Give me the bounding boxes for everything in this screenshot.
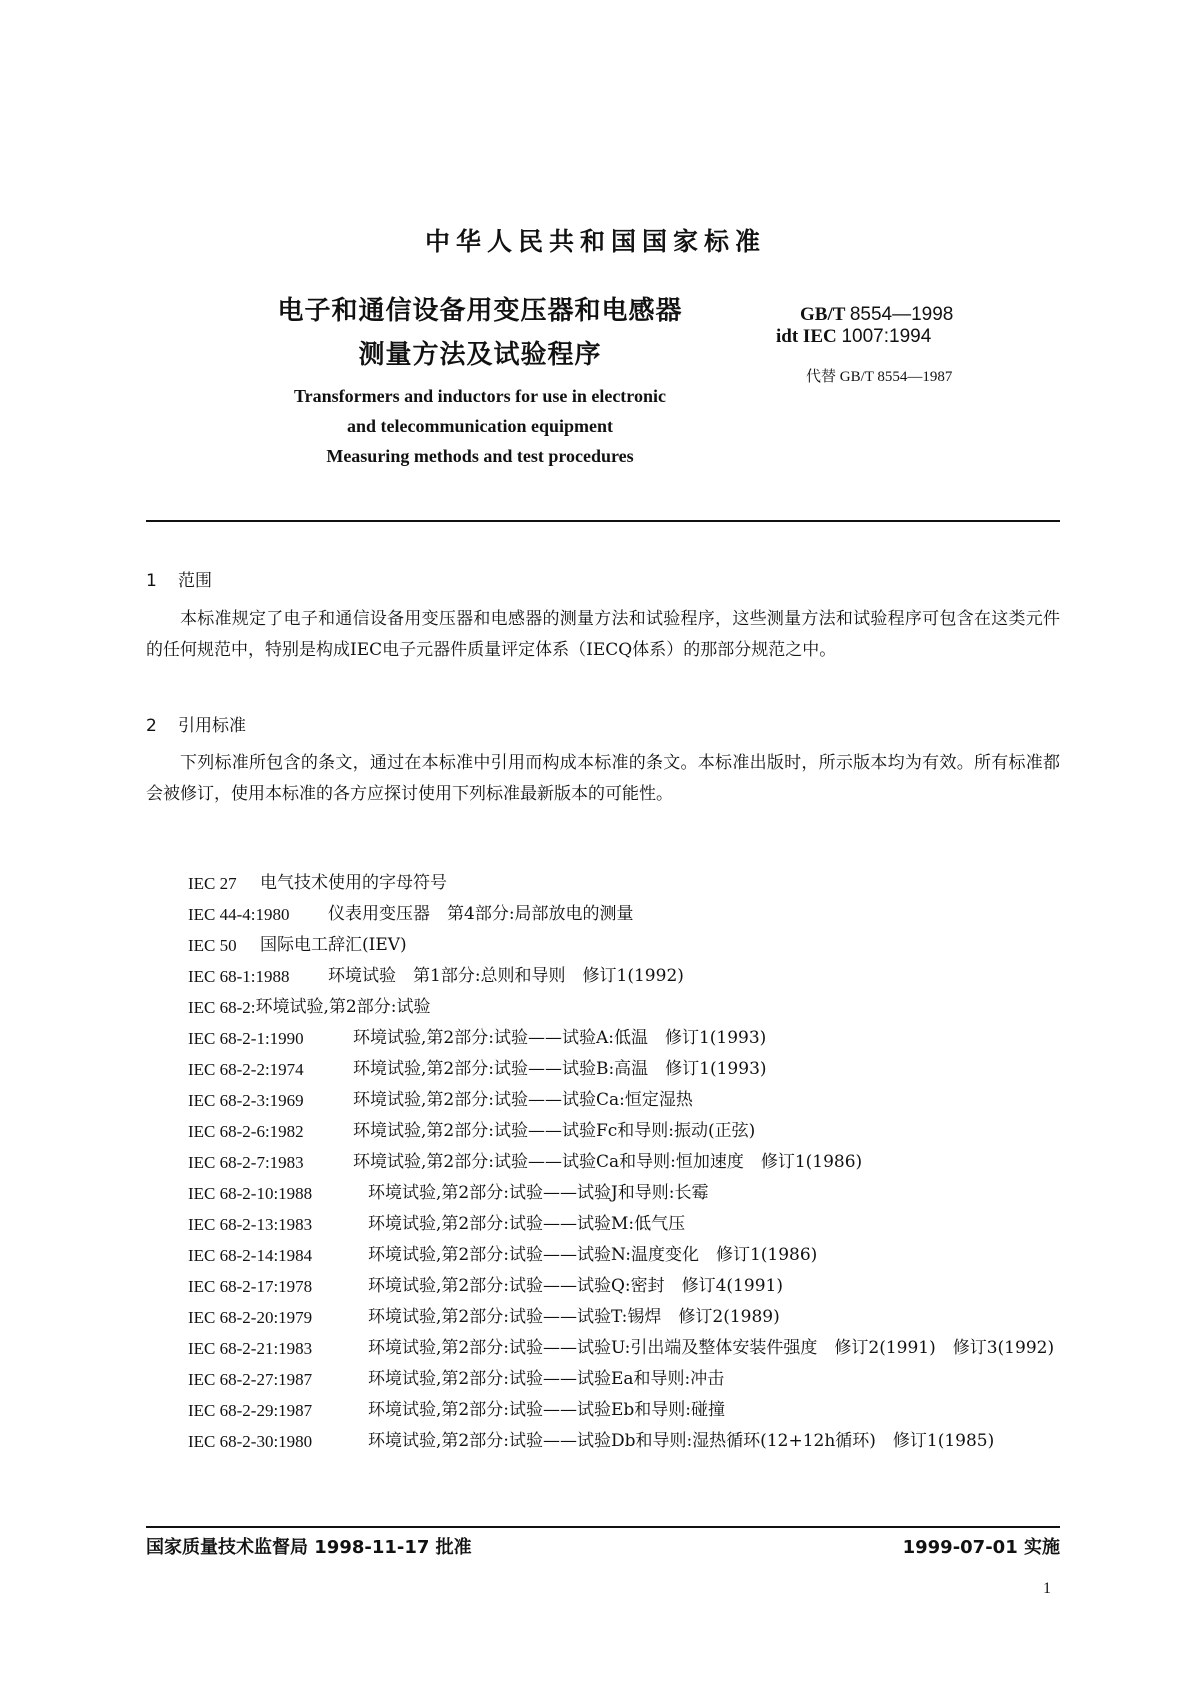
reference-code: IEC 68-2-21:1983 [188, 1339, 313, 1358]
reference-title: 环境试验,第2部分:试验——试验B:高温 修订1(1993) [353, 1059, 767, 1079]
reference-item [188, 1333, 1060, 1364]
reference-code: IEC 68-2-29:1987 [188, 1401, 313, 1420]
reference-item [188, 961, 1060, 992]
reference-item [188, 1426, 1060, 1457]
section-1-heading [146, 566, 212, 591]
reference-title: 环境试验,第2部分:试验 [255, 997, 431, 1017]
section-2-title: 引用标准 [178, 716, 246, 736]
reference-code: IEC 68-2-6:1982 [188, 1122, 304, 1141]
header-divider [146, 520, 1060, 522]
standard-name: 中华人民共和国国家标准 [424, 227, 766, 256]
reference-item [188, 1116, 1060, 1147]
reference-title: 环境试验,第2部分:试验——试验Eb和导则:碰撞 [368, 1400, 725, 1420]
page-number: 1 [1043, 1580, 1051, 1597]
reference-code: IEC 68-2-2:1974 [188, 1060, 304, 1079]
idt-code [776, 326, 931, 348]
title-en-line2: and telecommunication equipment [346, 416, 613, 436]
reference-code: IEC 68-2-14:1984 [188, 1246, 313, 1265]
reference-code: IEC 27 [188, 874, 237, 893]
reference-title: 国际电工辞汇(IEV) [260, 935, 407, 955]
reference-item [188, 1085, 1060, 1116]
reference-title: 环境试验,第2部分:试验——试验J和导则:长霉 [368, 1183, 709, 1203]
reference-item [188, 992, 1060, 1023]
idt-code-number: 1007:1994 [841, 326, 932, 347]
reference-code: IEC 68-2-3:1969 [188, 1091, 304, 1110]
reference-item [188, 1054, 1060, 1085]
reference-item [188, 1240, 1060, 1271]
reference-item [188, 930, 1060, 961]
approval-date: 国家质量技术监督局 1998-11-17 批准 [146, 1537, 472, 1558]
reference-item [188, 1302, 1060, 1333]
reference-item [188, 1271, 1060, 1302]
idt-code-prefix: idt IEC [776, 326, 837, 347]
reference-code: IEC 44-4:1980 [188, 905, 290, 924]
reference-code: IEC 68-2-30:1980 [188, 1432, 313, 1451]
reference-code: IEC 68-1:1988 [188, 967, 290, 986]
section-1-number: 1 [146, 571, 157, 591]
reference-code: IEC 68-2-27:1987 [188, 1370, 313, 1389]
title-cn-line1: 电子和通信设备用变压器和电感器 [277, 296, 683, 326]
reference-title: 环境试验,第2部分:试验——试验Ca和导则:恒加速度 修订1(1986) [353, 1152, 863, 1172]
reference-item [188, 868, 1060, 899]
reference-code: IEC 68-2-1:1990 [188, 1029, 304, 1048]
reference-item [188, 1023, 1060, 1054]
standard-code [800, 304, 953, 326]
section-1-body: 本标准规定了电子和通信设备用变压器和电感器的测量方法和试验程序，这些测量方法和试验程序可包含在这类元件的任何规范中，特别是构成IEC电子元器件质量评定体系（IECQ体系）的那部分规范之中。 [146, 609, 1060, 660]
reference-title: 环境试验,第2部分:试验——试验Fc和导则:振动(正弦) [353, 1121, 756, 1141]
reference-code: IEC 68-2-10:1988 [188, 1184, 313, 1203]
standard-code-number: 8554—1998 [849, 304, 954, 325]
reference-title: 环境试验,第2部分:试验——试验A:低温 修订1(1993) [353, 1028, 767, 1048]
reference-title: 环境试验,第2部分:试验——试验Ca:恒定湿热 [353, 1090, 693, 1110]
reference-title: 环境试验,第2部分:试验——试验M:低气压 [368, 1214, 686, 1234]
section-2-heading [146, 711, 246, 736]
reference-title: 环境试验,第2部分:试验——试验U:引出端及整体安装件强度 修订2(1991) 修订3(1992) [368, 1338, 1055, 1358]
reference-code: IEC 68-2-7:1983 [188, 1153, 304, 1172]
reference-title: 环境试验 第1部分:总则和导则 修订1(1992) [328, 966, 684, 986]
reference-item [188, 1178, 1060, 1209]
title-cn-line2: 测量方法及试验程序 [358, 340, 602, 370]
reference-title: 环境试验,第2部分:试验——试验Db和导则:湿热循环(12+12h循环) 修订1(1985) [368, 1431, 995, 1451]
standard-code-prefix: GB/T [800, 304, 846, 325]
reference-list [188, 868, 1060, 1457]
reference-code: IEC 68-2-13:1983 [188, 1215, 313, 1234]
reference-title: 电气技术使用的字母符号 [260, 873, 447, 893]
replaces-note: 代替 GB/T 8554—1987 [806, 369, 953, 385]
title-en-line1: Transformers and inductors for use in electronic [294, 386, 666, 406]
effective-date: 1999-07-01 实施 [902, 1537, 1060, 1558]
section-2-body: 下列标准所包含的条文，通过在本标准中引用而构成本标准的条文。本标准出版时，所示版本均为有效。所有标准都会被修订，使用本标准的各方应探讨使用下列标准最新版本的可能性。 [146, 753, 1060, 804]
reference-title: 环境试验,第2部分:试验——试验N:温度变化 修订1(1986) [368, 1245, 818, 1265]
reference-title: 环境试验,第2部分:试验——试验Ea和导则:冲击 [368, 1369, 725, 1389]
reference-title: 环境试验,第2部分:试验——试验T:锡焊 修订2(1989) [368, 1307, 780, 1327]
reference-item [188, 899, 1060, 930]
reference-code: IEC 68-2-20:1979 [188, 1308, 313, 1327]
reference-code: IEC 50 [188, 936, 237, 955]
reference-item [188, 1395, 1060, 1426]
reference-title: 环境试验,第2部分:试验——试验Q:密封 修订4(1991) [368, 1276, 783, 1296]
reference-title: 仪表用变压器 第4部分:局部放电的测量 [328, 904, 634, 924]
reference-code: IEC 68-2: [188, 998, 256, 1017]
reference-code: IEC 68-2-17:1978 [188, 1277, 313, 1296]
reference-item [188, 1147, 1060, 1178]
reference-item [188, 1209, 1060, 1240]
title-en-line3: Measuring methods and test procedures [326, 446, 634, 466]
section-1-title: 范围 [178, 571, 212, 591]
section-2-number: 2 [146, 716, 157, 736]
footer-divider [146, 1526, 1060, 1528]
reference-item [188, 1364, 1060, 1395]
